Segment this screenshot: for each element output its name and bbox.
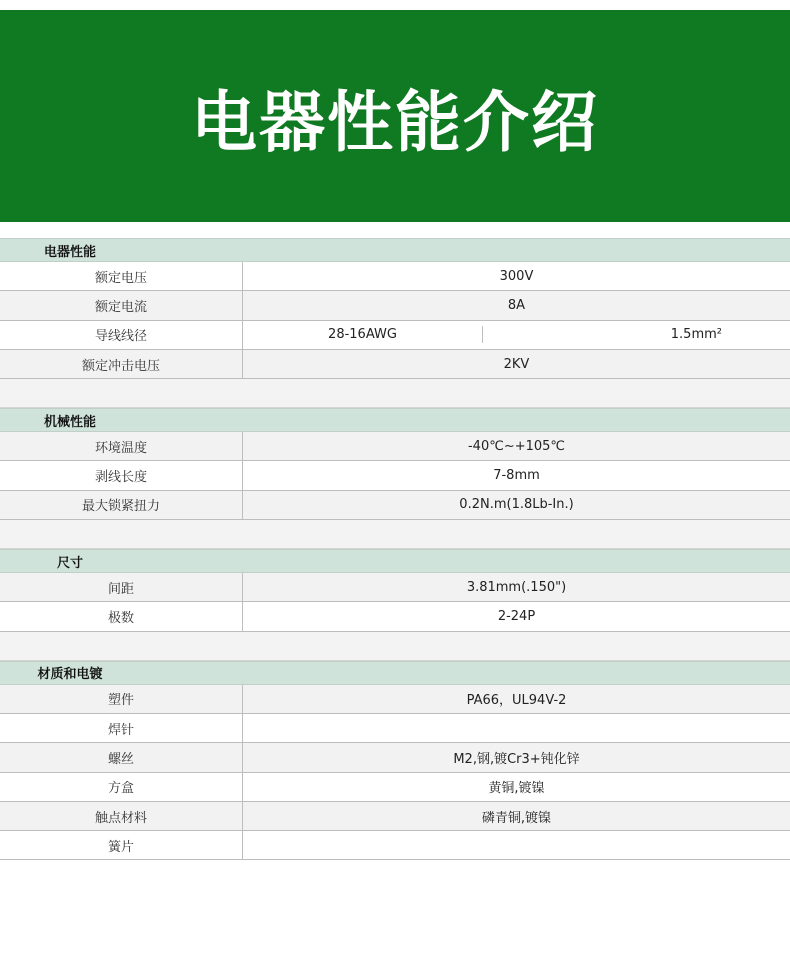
row-label: 间距 — [0, 573, 243, 601]
row-value: -40℃~+105℃ — [467, 438, 566, 454]
row-label: 螺丝 — [0, 743, 243, 771]
section-electrical — [0, 238, 790, 379]
section-header — [0, 238, 790, 262]
row-value: 0.2N.m(1.8Lb-In.) — [459, 497, 574, 513]
row-value-split — [243, 321, 790, 349]
table-row — [0, 743, 790, 772]
row-value: 磷青铜,镀镍 — [481, 810, 552, 826]
section-header — [0, 408, 790, 432]
row-label: 极数 — [0, 602, 243, 630]
row-value: 8A — [507, 297, 526, 313]
section-title: 材质和电镀 — [37, 667, 103, 683]
row-value: M2,钢,镀Cr3+钝化锌 — [453, 751, 580, 767]
row-value: 7-8mm — [493, 468, 540, 484]
table-row — [0, 262, 790, 291]
section-materials — [0, 661, 790, 861]
table-row — [0, 491, 790, 520]
row-label: 额定电流 — [0, 291, 243, 319]
table-row — [0, 321, 790, 350]
row-label: 方盒 — [0, 773, 243, 801]
row-value: 黄铜,镀镍 — [488, 781, 545, 797]
row-label: 塑件 — [0, 685, 243, 713]
section-mechanical — [0, 408, 790, 520]
row-label: 环境温度 — [0, 432, 243, 460]
row-value: PA66，UL94V-2 — [466, 693, 567, 709]
section-header — [0, 549, 790, 573]
table-row — [0, 432, 790, 461]
row-value-mm2: 1.5mm² — [670, 327, 722, 343]
section-spacer — [0, 379, 790, 408]
row-label: 焊针 — [0, 714, 243, 742]
row-value — [243, 714, 790, 742]
row-label: 额定电压 — [0, 262, 243, 290]
row-value: 2-24P — [497, 609, 536, 625]
table-row — [0, 573, 790, 602]
section-title: 尺寸 — [56, 555, 83, 571]
table-row — [0, 602, 790, 631]
table-row — [0, 461, 790, 490]
table-row — [0, 773, 790, 802]
section-spacer — [0, 520, 790, 549]
row-value: 3.81mm(.150") — [466, 579, 567, 595]
section-spacer — [0, 632, 790, 661]
title-banner — [0, 10, 790, 222]
section-header — [0, 661, 790, 685]
table-row — [0, 350, 790, 379]
table-row — [0, 802, 790, 831]
page-title: 电器性能介绍 — [191, 83, 599, 161]
section-title: 机械性能 — [43, 414, 96, 430]
table-row — [0, 685, 790, 714]
row-value: 2KV — [503, 356, 530, 372]
section-title: 电器性能 — [43, 244, 96, 260]
table-row — [0, 831, 790, 860]
row-label: 导线线径 — [0, 321, 243, 349]
row-label: 额定冲击电压 — [0, 350, 243, 378]
section-dimensions — [0, 549, 790, 632]
row-value — [243, 831, 790, 859]
table-row — [0, 714, 790, 743]
row-value: 300V — [499, 268, 534, 284]
row-value-awg: 28-16AWG — [243, 326, 483, 343]
table-row — [0, 291, 790, 320]
row-label: 剥线长度 — [0, 461, 243, 489]
spec-table — [0, 238, 790, 860]
row-label: 触点材料 — [0, 802, 243, 830]
row-label: 簧片 — [0, 831, 243, 859]
row-label: 最大锁紧扭力 — [0, 491, 243, 519]
